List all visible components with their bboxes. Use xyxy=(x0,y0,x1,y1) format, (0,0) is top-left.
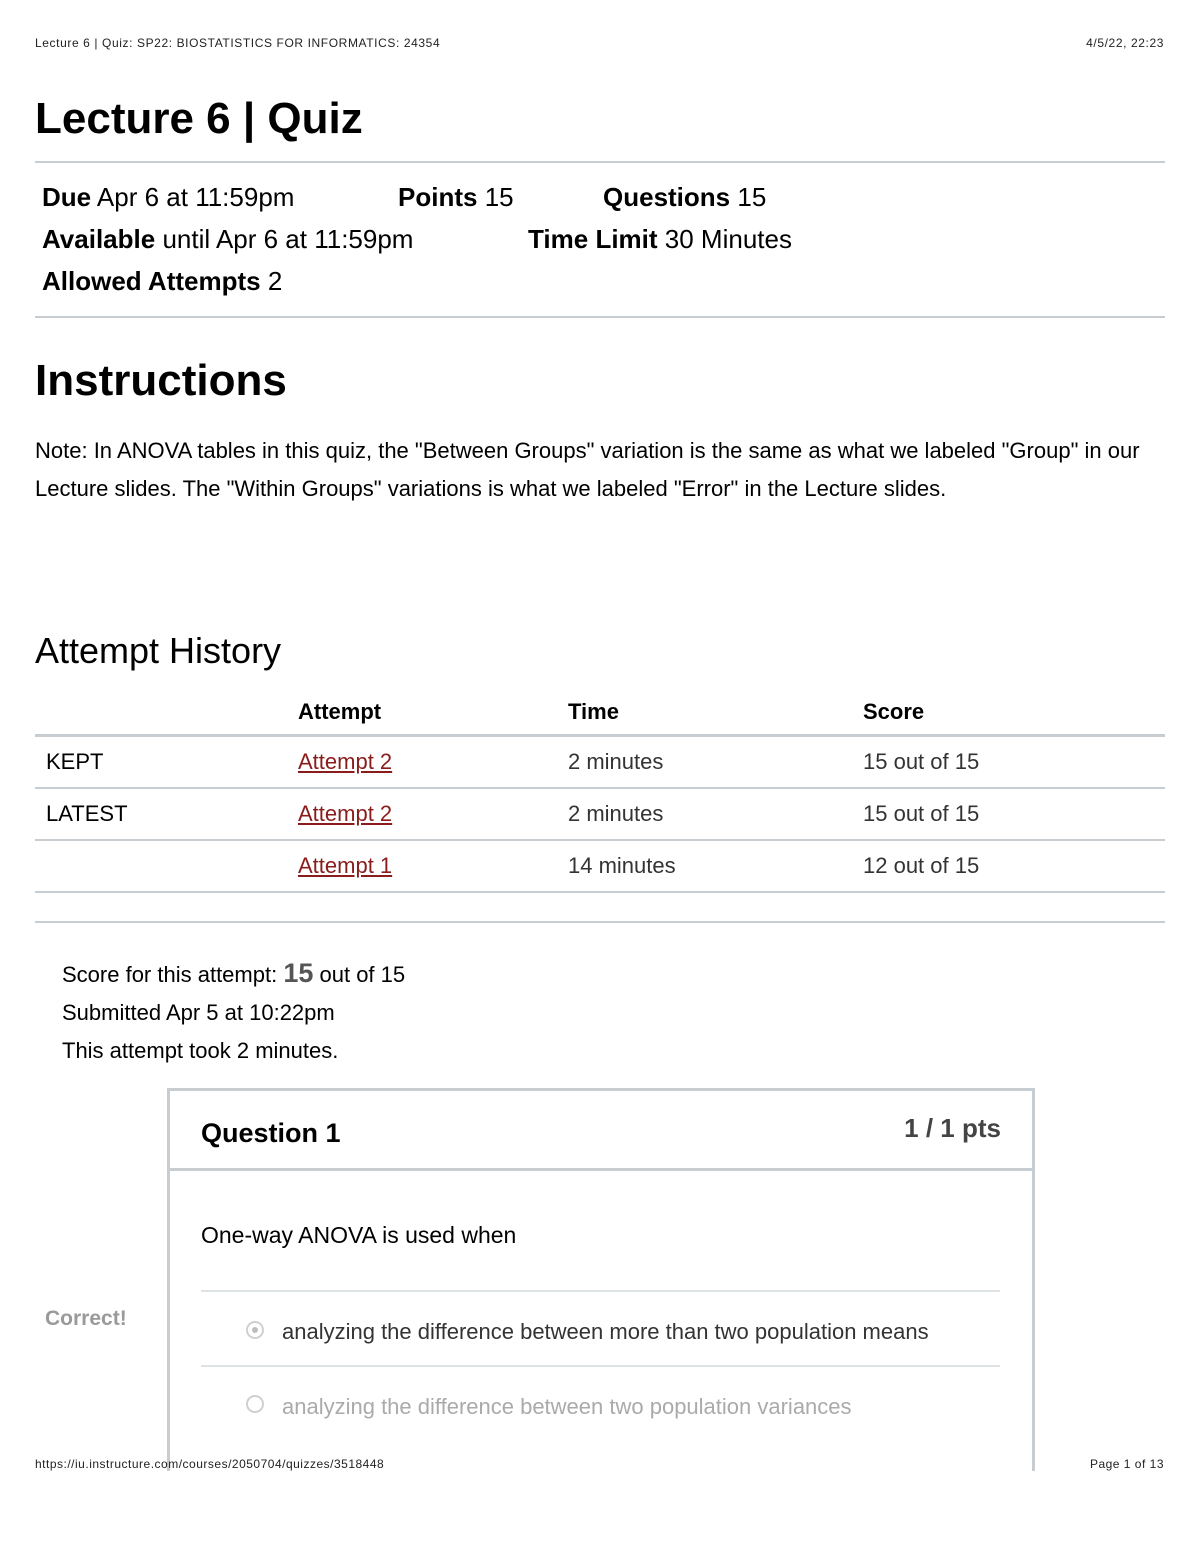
divider xyxy=(35,316,1165,318)
due-value: Apr 6 at 11:59pm xyxy=(96,182,295,212)
time-limit-info xyxy=(528,223,792,255)
question-points: 1 / 1 pts xyxy=(904,1113,1001,1143)
instructions-heading: Instructions xyxy=(35,356,287,405)
attempt-history-table xyxy=(35,690,1165,893)
correct-tag: Correct! xyxy=(45,1307,127,1330)
score-prefix: Score for this attempt: xyxy=(62,962,278,987)
page-footer-number: Page 1 of 13 xyxy=(1089,1457,1164,1471)
attempt-score-line xyxy=(62,958,405,989)
table-header-row xyxy=(35,690,1165,736)
score-suffix: out of 15 xyxy=(319,962,406,987)
page-title: Lecture 6 | Quiz xyxy=(35,94,363,143)
time-limit-label: Time Limit xyxy=(528,224,658,254)
divider xyxy=(35,921,1165,923)
question-title: Question 1 xyxy=(201,1118,341,1148)
column-header: Time xyxy=(568,699,619,724)
answer-option: analyzing the difference between two population variances xyxy=(282,1394,852,1419)
points-label: Points xyxy=(398,182,478,212)
divider xyxy=(35,161,1165,163)
attempt-score: 12 out of 15 xyxy=(863,840,1165,892)
attempts-info xyxy=(42,265,282,297)
table-row xyxy=(35,736,1165,789)
available-value: until Apr 6 at 11:59pm xyxy=(162,224,414,254)
page-header-title: Lecture 6 | Quiz: SP22: BIOSTATISTICS FOR INFORMATICS: 24354 xyxy=(35,36,441,50)
answer-radio-selected[interactable] xyxy=(246,1321,264,1339)
attempt-link[interactable]: Attempt 1 xyxy=(298,853,393,878)
attempt-history-heading: Attempt History xyxy=(35,630,282,671)
divider xyxy=(201,1365,1000,1367)
instructions-note: Note: In ANOVA tables in this quiz, the "Between Groups" variation is the same as what we labeled "Group" in our Lecture slides. The "Within Groups" variations is what we labeled "Error" in the Lecture slides. xyxy=(35,438,1140,501)
attempt-link[interactable]: Attempt 2 xyxy=(298,801,393,826)
attempts-value: 2 xyxy=(267,266,283,296)
attempt-tag xyxy=(35,840,288,892)
page-header-timestamp: 4/5/22, 22:23 xyxy=(1086,36,1164,50)
attempt-link[interactable]: Attempt 2 xyxy=(298,749,393,774)
questions-info xyxy=(603,181,766,213)
points-value: 15 xyxy=(484,182,514,212)
attempt-time: 14 minutes xyxy=(568,840,863,892)
attempt-cell xyxy=(288,788,568,840)
duration-line: This attempt took 2 minutes. xyxy=(62,1038,339,1063)
table-row xyxy=(35,840,1165,892)
attempt-score: 15 out of 15 xyxy=(863,736,1165,789)
divider xyxy=(201,1290,1000,1292)
attempt-time: 2 minutes xyxy=(568,788,863,840)
submitted-line: Submitted Apr 5 at 10:22pm xyxy=(62,1000,335,1025)
due-info xyxy=(42,181,294,213)
attempts-label: Allowed Attempts xyxy=(42,266,261,296)
attempt-time: 2 minutes xyxy=(568,736,863,789)
question-card xyxy=(167,1088,1035,1471)
column-header: Attempt xyxy=(298,699,382,724)
column-header xyxy=(35,690,288,736)
page-footer-url: https://iu.instructure.com/courses/2050704/quizzes/3518448 xyxy=(35,1457,385,1471)
attempt-tag: LATEST xyxy=(35,788,288,840)
question-text: One-way ANOVA is used when xyxy=(201,1222,517,1248)
radio-dot xyxy=(252,1327,258,1333)
table-row xyxy=(35,788,1165,840)
question-header xyxy=(170,1091,1032,1171)
answer-radio[interactable] xyxy=(246,1395,264,1413)
due-label: Due xyxy=(42,182,92,212)
answer-option: analyzing the difference between more than two population means xyxy=(282,1319,929,1344)
time-limit-value: 30 Minutes xyxy=(664,224,792,254)
attempt-score: 15 out of 15 xyxy=(863,788,1165,840)
available-label: Available xyxy=(42,224,156,254)
available-info xyxy=(42,223,413,255)
questions-label: Questions xyxy=(603,182,731,212)
attempt-cell xyxy=(288,736,568,789)
column-header: Score xyxy=(863,699,925,724)
attempt-tag: KEPT xyxy=(35,736,288,789)
attempt-cell xyxy=(288,840,568,892)
questions-value: 15 xyxy=(737,182,767,212)
points-info xyxy=(398,181,514,213)
score-value: 15 xyxy=(283,958,314,988)
